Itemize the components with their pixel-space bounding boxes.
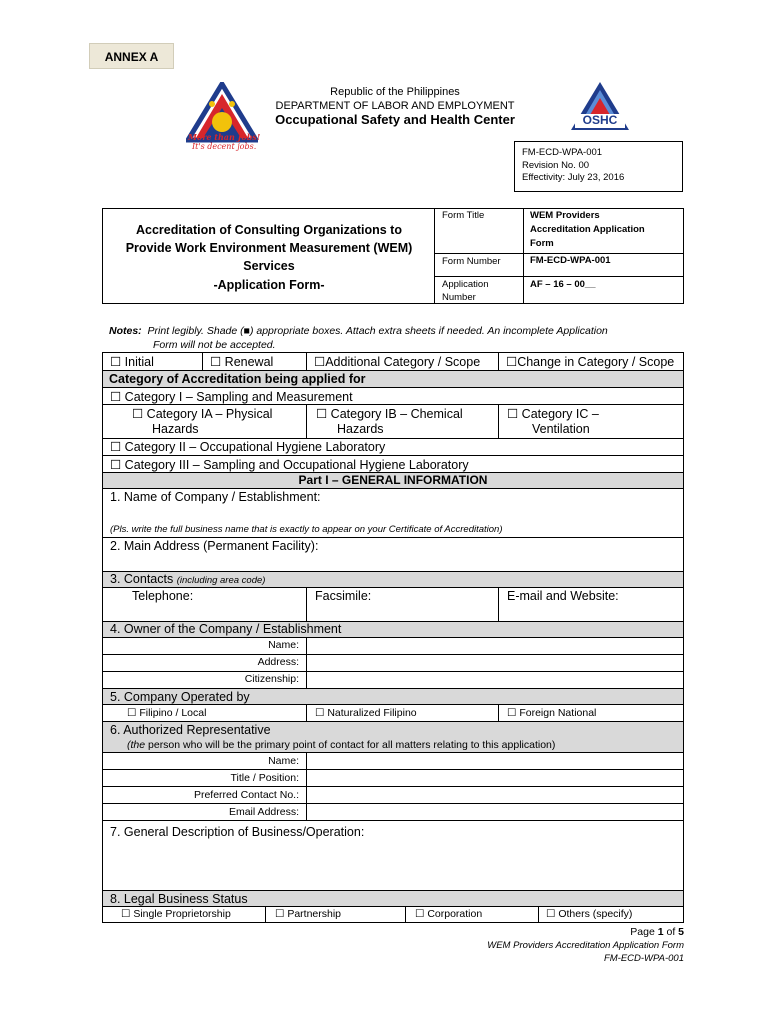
email-website-label: E-mail and Website: bbox=[507, 589, 619, 603]
email-website-field[interactable] bbox=[499, 604, 683, 621]
slogan-line2: It's decent jobs. bbox=[192, 142, 257, 151]
checkbox-category-3[interactable]: ☐ Category III – Sampling and Occupational Hygiene Laboratory bbox=[110, 458, 469, 472]
slogan-line1: More than Jobs! bbox=[188, 132, 261, 142]
legal-status-heading: 8. Legal Business Status bbox=[110, 892, 248, 906]
contacts-label bbox=[110, 572, 265, 586]
department-text: DEPARTMENT OF LABOR AND EMPLOYMENT bbox=[275, 100, 515, 112]
form-title-label: Form Title bbox=[442, 210, 485, 221]
general-description-field[interactable] bbox=[103, 842, 683, 889]
auth-rep-note bbox=[127, 739, 555, 751]
footer-form-code: FM-ECD-WPA-001 bbox=[603, 953, 684, 964]
oshc-logo-text: OSHC bbox=[582, 113, 618, 127]
owner-citizenship-field[interactable] bbox=[307, 672, 683, 688]
oshc-logo bbox=[569, 80, 631, 134]
title-line2: Provide Work Environment Measurement (WEM) bbox=[125, 241, 413, 255]
page-of: of bbox=[663, 926, 679, 938]
doc-effectivity: Effectivity: July 23, 2016 bbox=[522, 172, 625, 183]
rep-title-label: Title / Position: bbox=[230, 772, 299, 784]
annex-label: ANNEX A bbox=[89, 43, 174, 69]
category-1a-line2: Hazards bbox=[152, 422, 199, 436]
app-number-value: AF – 16 – 00__ bbox=[530, 279, 596, 290]
category-1c-line2: Ventilation bbox=[532, 422, 590, 436]
auth-rep-note-a: (the bbox=[127, 739, 146, 751]
checkbox-category-1a[interactable]: ☐ Category IA – Physical bbox=[132, 407, 273, 421]
general-description-label: 7. General Description of Business/Operation: bbox=[110, 825, 365, 839]
owner-citizenship-label: Citizenship: bbox=[244, 673, 299, 685]
doc-revision: Revision No. 00 bbox=[522, 159, 590, 171]
facsimile-field[interactable] bbox=[307, 604, 498, 621]
checkbox-naturalized-filipino[interactable]: ☐ Naturalized Filipino bbox=[315, 707, 417, 719]
app-number-label-2: Number bbox=[442, 292, 476, 303]
page-total: 5 bbox=[678, 926, 684, 938]
checkbox-category-1b[interactable]: ☐ Category IB – Chemical bbox=[316, 407, 463, 421]
rep-title-field[interactable] bbox=[307, 770, 683, 786]
owner-name-label: Name: bbox=[268, 639, 299, 651]
page-indicator bbox=[484, 926, 684, 938]
form-title-value-1: WEM Providers bbox=[530, 210, 600, 221]
checkbox-others-specify[interactable]: ☐ Others (specify) bbox=[546, 908, 633, 920]
app-number-label-1: Application bbox=[442, 279, 489, 290]
owner-address-field[interactable] bbox=[307, 655, 683, 671]
notes-label: Notes: bbox=[109, 325, 142, 337]
auth-rep-note-b: person who will be the primary point of contact for all matters relating to this application) bbox=[145, 739, 556, 751]
footer-form-name: WEM Providers Accreditation Application Form bbox=[487, 940, 684, 951]
title-line4: -Application Form- bbox=[213, 278, 325, 292]
owner-address-label: Address: bbox=[257, 656, 299, 668]
rep-email-field[interactable] bbox=[307, 804, 683, 820]
rep-contact-label: Preferred Contact No.: bbox=[193, 789, 299, 801]
rep-name-label: Name: bbox=[268, 755, 299, 767]
checkbox-category-2[interactable]: ☐ Category II – Occupational Hygiene Laboratory bbox=[110, 440, 386, 454]
company-name-note: (Pls. write the full business name that is exactly to appear on your Certificate of Accreditation) bbox=[110, 524, 503, 535]
facsimile-label: Facsimile: bbox=[315, 589, 372, 603]
form-number-value: FM-ECD-WPA-001 bbox=[530, 255, 611, 266]
notes-line2: Form will not be accepted. bbox=[153, 339, 276, 351]
doc-info-box bbox=[514, 141, 683, 192]
rep-name-field[interactable] bbox=[307, 753, 683, 769]
rep-email-label: Email Address: bbox=[228, 806, 299, 818]
contacts-title: 3. Contacts bbox=[110, 572, 174, 586]
center-name: Occupational Safety and Health Center bbox=[275, 112, 515, 127]
checkbox-category-1[interactable]: ☐ Category I – Sampling and Measurement bbox=[110, 390, 353, 404]
contacts-note: (including area code) bbox=[176, 575, 266, 586]
doc-code: FM-ECD-WPA-001 bbox=[522, 147, 603, 158]
checkbox-filipino-local[interactable]: ☐ Filipino / Local bbox=[127, 707, 207, 719]
page-number: 1 bbox=[657, 926, 664, 938]
title-line1: Accreditation of Consulting Organizations to bbox=[136, 223, 402, 237]
checkbox-change-category[interactable]: ☐Change in Category / Scope bbox=[506, 355, 675, 369]
owner-name-field[interactable] bbox=[307, 638, 683, 654]
checkbox-foreign-national[interactable]: ☐ Foreign National bbox=[507, 707, 597, 719]
main-address-label: 2. Main Address (Permanent Facility): bbox=[110, 539, 319, 553]
category-1b-line2: Hazards bbox=[337, 422, 384, 436]
checkbox-category-1c[interactable]: ☐ Category IC – bbox=[507, 407, 599, 421]
telephone-field[interactable] bbox=[103, 604, 306, 621]
category-heading: Category of Accreditation being applied for bbox=[109, 372, 366, 386]
page-prefix: Page bbox=[630, 926, 658, 938]
checkbox-renewal[interactable]: ☐ Renewal bbox=[210, 355, 274, 369]
checkbox-initial[interactable]: ☐ Initial bbox=[110, 355, 154, 369]
title-line3: Services bbox=[243, 259, 295, 273]
rep-contact-field[interactable] bbox=[307, 787, 683, 803]
checkbox-partnership[interactable]: ☐ Partnership bbox=[275, 908, 342, 920]
checkbox-additional-category[interactable]: ☐Additional Category / Scope bbox=[314, 355, 481, 369]
owner-heading: 4. Owner of the Company / Establishment bbox=[110, 622, 342, 636]
republic-text: Republic of the Philippines bbox=[330, 86, 460, 98]
form-title-value-3: Form bbox=[530, 238, 554, 249]
checkbox-single-proprietorship[interactable]: ☐ Single Proprietorship bbox=[121, 908, 231, 920]
company-name-label: 1. Name of Company / Establishment: bbox=[110, 490, 321, 504]
telephone-label: Telephone: bbox=[132, 589, 194, 603]
notes-text1: Print legibly. Shade (■) appropriate boxes. Attach extra sheets if needed. An incomplete Application bbox=[147, 325, 608, 337]
checkbox-corporation[interactable]: ☐ Corporation bbox=[415, 908, 483, 920]
auth-rep-heading: 6. Authorized Representative bbox=[110, 723, 271, 737]
notes-line1 bbox=[109, 325, 608, 337]
company-name-field[interactable] bbox=[103, 503, 683, 523]
part1-heading: Part I – GENERAL INFORMATION bbox=[298, 473, 488, 487]
form-number-label: Form Number bbox=[442, 256, 501, 267]
main-address-field[interactable] bbox=[103, 553, 683, 570]
operated-by-heading: 5. Company Operated by bbox=[110, 690, 250, 704]
form-title-value-2: Accreditation Application bbox=[530, 224, 645, 235]
